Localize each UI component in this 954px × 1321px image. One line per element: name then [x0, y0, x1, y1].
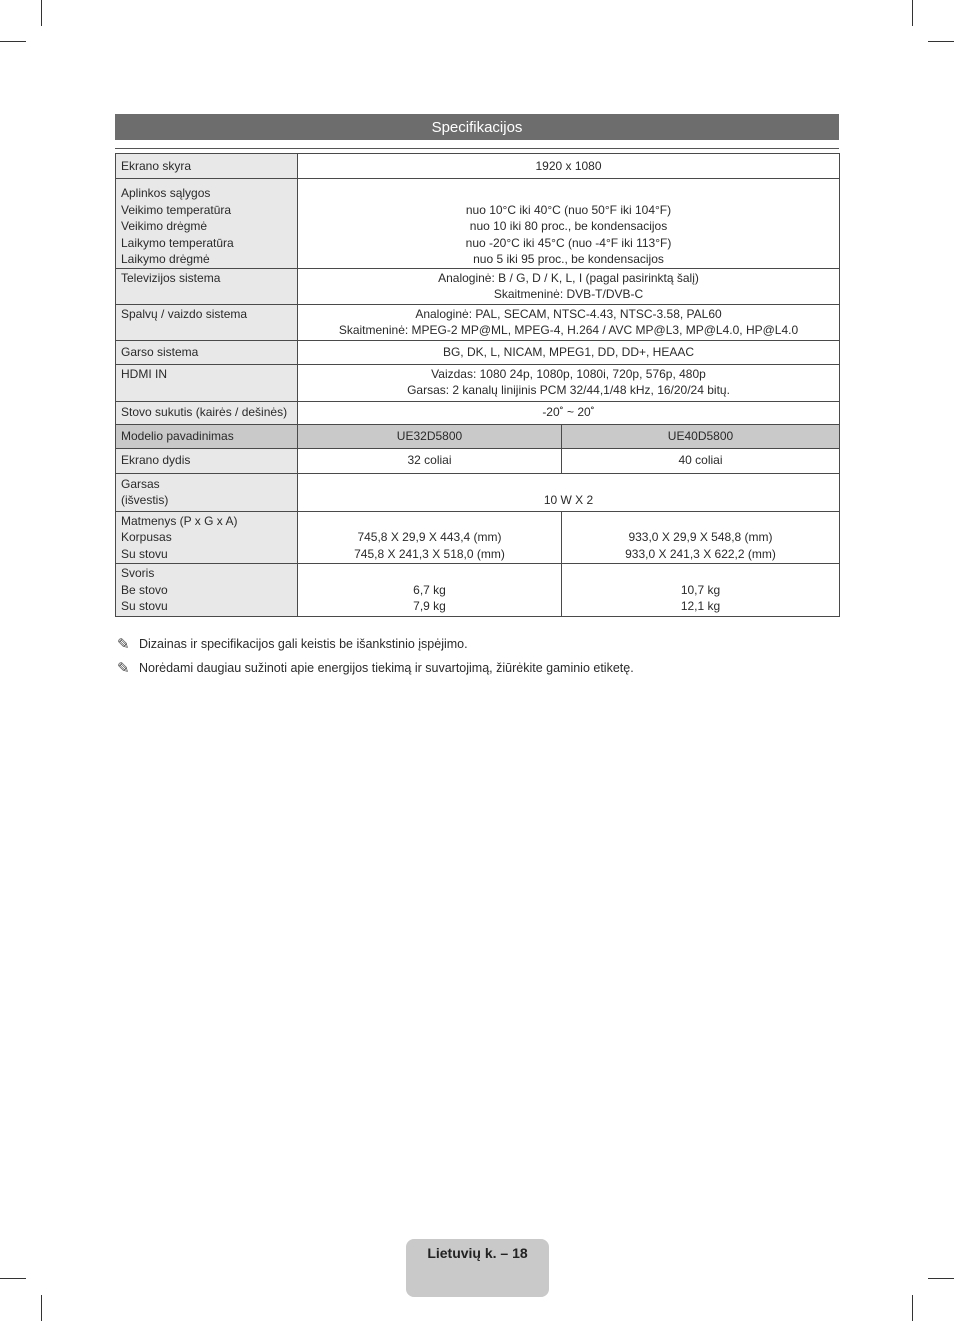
value-text: 745,8 X 241,3 X 518,0 (mm): [354, 546, 505, 561]
row-label: [116, 179, 298, 269]
value-text: Skaitmeninė: MPEG-2 MP@ML, MPEG-4, H.264 / AVC MP@L3, MP@L4.0, HP@L4.0: [338, 323, 799, 337]
pencil-icon: ✎: [117, 660, 130, 677]
row-label: [116, 511, 298, 564]
crop-mark: [928, 1278, 954, 1279]
value-text: nuo 10°C iki 40°C (nuo 50°F iki 104°F): [465, 202, 672, 217]
value-text: 745,8 X 29,9 X 443,4 (mm): [357, 530, 502, 544]
value-text: 10,7 kg: [680, 582, 721, 597]
row-label: [116, 448, 298, 473]
row-label: [116, 304, 298, 340]
value-text: Analoginė: PAL, SECAM, NTSC-4.43, NTSC-3.58, PAL60: [415, 306, 722, 321]
table-row: [116, 179, 840, 269]
value-text: BG, DK, L, NICAM, MPEG1, DD, DD+, HEAAC: [442, 344, 695, 359]
label-text: Su stovu: [121, 546, 168, 561]
table-row: [116, 564, 840, 617]
crop-mark: [912, 0, 913, 26]
label-text: Stovo sukutis (kairės / dešinės): [121, 405, 288, 420]
row-label: [116, 564, 298, 617]
row-value: [298, 268, 840, 304]
label-text: Spalvų / vaizdo sistema: [121, 306, 248, 321]
table-row: [116, 364, 840, 401]
row-label: [116, 473, 298, 511]
label-text: Aplinkos sąlygos: [121, 186, 211, 200]
row-value: [298, 564, 562, 617]
label-text: Svoris: [121, 566, 155, 580]
label-text: Televizijos sistema: [121, 270, 221, 285]
row-value: [298, 401, 840, 424]
label-text: Korpusas: [121, 530, 172, 544]
row-value: [298, 448, 562, 473]
label-text: Be stovo: [121, 582, 168, 597]
label-text: HDMI IN: [121, 366, 167, 381]
row-value: [298, 364, 840, 401]
value-text: nuo -20°C iki 45°C (nuo -4°F iki 113°F): [465, 235, 672, 250]
pencil-icon: ✎: [117, 636, 130, 653]
value-text: 10 W X 2: [543, 493, 594, 507]
value-text: UE40D5800: [667, 428, 734, 443]
value-text: nuo 10 iki 80 proc., be kondensacijos: [469, 219, 668, 233]
label-text: Su stovu: [121, 599, 168, 613]
row-value: [562, 564, 840, 617]
row-label: [116, 364, 298, 401]
row-label: [116, 424, 298, 448]
value-text: Skaitmeninė: DVB-T/DVB-C: [493, 287, 644, 301]
label-text: Veikimo temperatūra: [121, 202, 232, 217]
table-row: [116, 424, 840, 448]
label-text: Ekrano dydis: [121, 453, 191, 468]
row-value: [298, 179, 840, 269]
crop-mark: [912, 1295, 913, 1321]
label-text: Modelio pavadinimas: [121, 428, 234, 443]
value-text: Garsas: 2 kanalų linijinis PCM 32/44,1/48 kHz, 16/20/24 bitų.: [407, 383, 730, 397]
row-value: [298, 511, 562, 564]
row-value: [562, 511, 840, 564]
crop-mark: [41, 1295, 42, 1321]
label-text: (išvestis): [121, 493, 169, 507]
label-text: Garso sistema: [121, 344, 199, 359]
table-row: [116, 448, 840, 473]
note-item: [117, 632, 634, 656]
table-row: [116, 401, 840, 424]
row-label: [116, 154, 298, 179]
value-text: 7,9 kg: [413, 599, 446, 613]
value-text: Vaizdas: 1080 24p, 1080p, 1080i, 720p, 576p, 480p: [431, 366, 706, 381]
model-2-name: [562, 424, 840, 448]
label-text: Laikymo temperatūra: [121, 235, 234, 250]
note-item: [117, 656, 634, 680]
value-text: Analoginė: B / G, D / K, L, I (pagal pasirinktą šalį): [438, 270, 699, 285]
value-text: 32 coliai: [407, 453, 452, 468]
crop-mark: [0, 1278, 26, 1279]
note-text: Norėdami daugiau sužinoti apie energijos tiekimą ir suvartojimą, žiūrėkite gaminio etiketę.: [139, 661, 634, 675]
row-value: [562, 448, 840, 473]
value-text: 1920 x 1080: [535, 158, 602, 173]
page-number-tab: [406, 1239, 549, 1297]
notes: [117, 632, 634, 680]
value-text: -20˚ ~ 20˚: [542, 405, 595, 420]
page-number: Lietuvių k. – 18: [427, 1245, 528, 1261]
divider: [115, 148, 839, 149]
section-title: Specifikacijos: [115, 114, 839, 140]
crop-mark: [928, 41, 954, 42]
model-1-name: [298, 424, 562, 448]
label-text: Laikymo drėgmė: [121, 252, 210, 266]
row-value: [298, 304, 840, 340]
value-text: 933,0 X 29,9 X 548,8 (mm): [628, 530, 773, 544]
value-text: UE32D5800: [396, 428, 463, 443]
label-text: Ekrano skyra: [121, 158, 192, 173]
spec-table: [115, 153, 840, 617]
table-row: [116, 340, 840, 364]
value-text: 40 coliai: [678, 453, 723, 468]
row-label: [116, 340, 298, 364]
label-text: Garsas: [121, 476, 160, 491]
table-row: [116, 154, 840, 179]
value-text: 6,7 kg: [413, 582, 446, 597]
label-text: Matmenys (P x G x A): [121, 513, 238, 528]
table-row: [116, 511, 840, 564]
row-label: [116, 401, 298, 424]
value-text: 933,0 X 241,3 X 622,2 (mm): [625, 546, 776, 561]
table-row: [116, 473, 840, 511]
row-value: [298, 473, 840, 511]
row-value: [298, 340, 840, 364]
value-text: 12,1 kg: [680, 599, 721, 613]
row-label: [116, 268, 298, 304]
crop-mark: [41, 0, 42, 26]
table-row: [116, 268, 840, 304]
row-value: [298, 154, 840, 179]
crop-mark: [0, 41, 26, 42]
note-text: Dizainas ir specifikacijos gali keistis be išankstinio įspėjimo.: [139, 637, 468, 651]
label-text: Veikimo drėgmė: [121, 219, 208, 233]
table-row: [116, 304, 840, 340]
value-text: nuo 5 iki 95 proc., be kondensacijos: [473, 252, 664, 266]
